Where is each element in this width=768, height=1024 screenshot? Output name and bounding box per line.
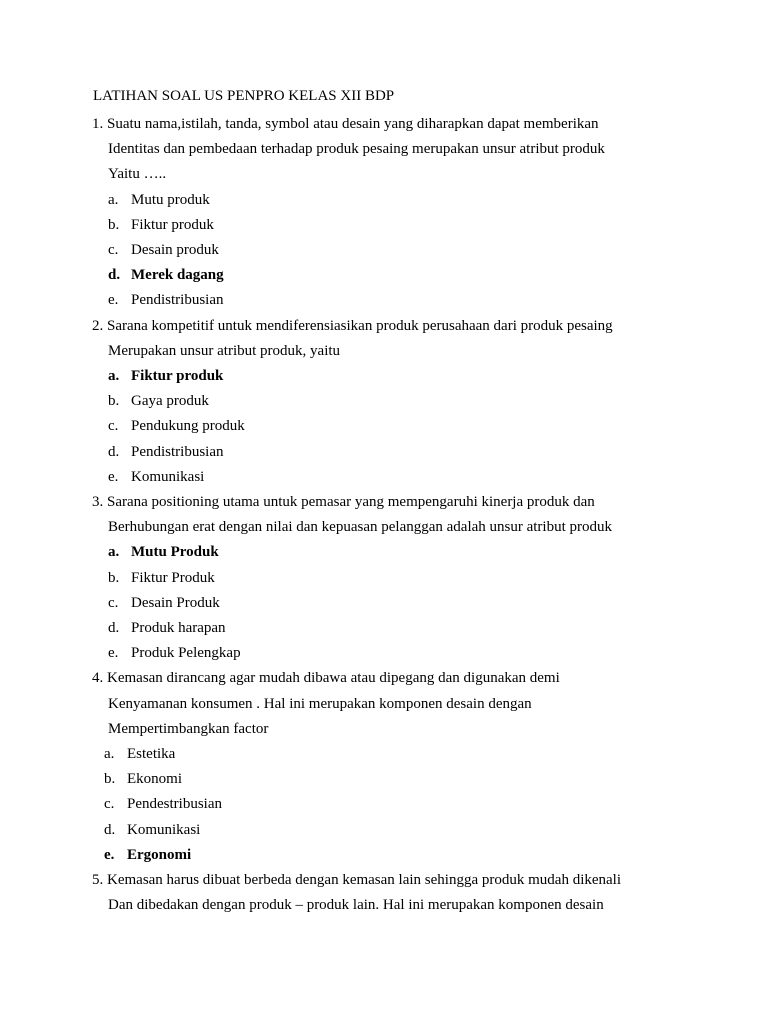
option-letter: b.: [104, 771, 116, 787]
question-text-continued: Berhubungan erat dengan nilai dan kepuasan pelanggan adalah unsur atribut produk: [108, 519, 613, 535]
option-letter: c.: [104, 796, 115, 812]
option-text: Mutu produk: [131, 192, 210, 208]
question-text: 3. Sarana positioning utama untuk pemasar yang mempengaruhi kinerja produk dan: [92, 494, 595, 510]
option-text-correct: Fiktur produk: [131, 368, 224, 384]
option-text: Produk Pelengkap: [131, 645, 241, 661]
option-letter: d.: [108, 444, 120, 460]
question-text-continued: Mempertimbangkan factor: [108, 721, 269, 737]
option-letter: c.: [108, 242, 119, 258]
option-text: Pendistribusian: [131, 292, 224, 308]
option-letter: e.: [108, 469, 119, 485]
option-letter: b.: [108, 217, 120, 233]
question-text-continued: Yaitu …..: [108, 166, 167, 182]
option-text-correct: Merek dagang: [131, 267, 224, 283]
option-text: Pendistribusian: [131, 444, 224, 460]
document-title: LATIHAN SOAL US PENPRO KELAS XII BDP: [93, 88, 395, 104]
option-text: Estetika: [127, 746, 176, 762]
question-text-continued: Dan dibedakan dengan produk – produk lain. Hal ini merupakan komponen desain: [108, 897, 604, 913]
option-text: Pendestribusian: [127, 796, 222, 812]
question-text: 1. Suatu nama,istilah, tanda, symbol atau desain yang diharapkan dapat memberikan: [92, 116, 599, 132]
option-text-correct: Mutu Produk: [131, 544, 219, 560]
option-text: Gaya produk: [131, 393, 209, 409]
option-text: Pendukung produk: [131, 418, 245, 434]
option-text: Komunikasi: [127, 822, 201, 838]
question-text: 2. Sarana kompetitif untuk mendiferensiasikan produk perusahaan dari produk pesaing: [92, 318, 613, 334]
option-letter: d.: [108, 620, 120, 636]
question-text-continued: Kenyamanan konsumen . Hal ini merupakan komponen desain dengan: [108, 696, 532, 712]
option-text: Produk harapan: [131, 620, 226, 636]
option-text: Komunikasi: [131, 469, 205, 485]
option-letter: d.: [104, 822, 116, 838]
question-text-continued: Identitas dan pembedaan terhadap produk pesaing merupakan unsur atribut produk: [108, 141, 605, 157]
option-letter: e.: [108, 292, 119, 308]
option-letter: a.: [108, 192, 119, 208]
option-letter: a.: [104, 746, 115, 762]
option-letter: c.: [108, 595, 119, 611]
question-text: 4. Kemasan dirancang agar mudah dibawa atau dipegang dan digunakan demi: [92, 670, 560, 686]
option-letter: a.: [108, 544, 120, 560]
question-text: 5. Kemasan harus dibuat berbeda dengan kemasan lain sehingga produk mudah dikenali: [92, 872, 622, 888]
option-letter: b.: [108, 570, 120, 586]
option-text: Ekonomi: [127, 771, 182, 787]
option-text: Desain Produk: [131, 595, 220, 611]
option-text: Fiktur produk: [131, 217, 214, 233]
option-letter: e.: [108, 645, 119, 661]
option-letter: a.: [108, 368, 120, 384]
option-letter: b.: [108, 393, 120, 409]
option-text: Fiktur Produk: [131, 570, 215, 586]
question-text-continued: Merupakan unsur atribut produk, yaitu: [108, 343, 341, 359]
option-text-correct: Ergonomi: [127, 847, 192, 863]
option-letter: d.: [108, 267, 121, 283]
option-letter: e.: [104, 847, 115, 863]
option-letter: c.: [108, 418, 119, 434]
option-text: Desain produk: [131, 242, 219, 258]
